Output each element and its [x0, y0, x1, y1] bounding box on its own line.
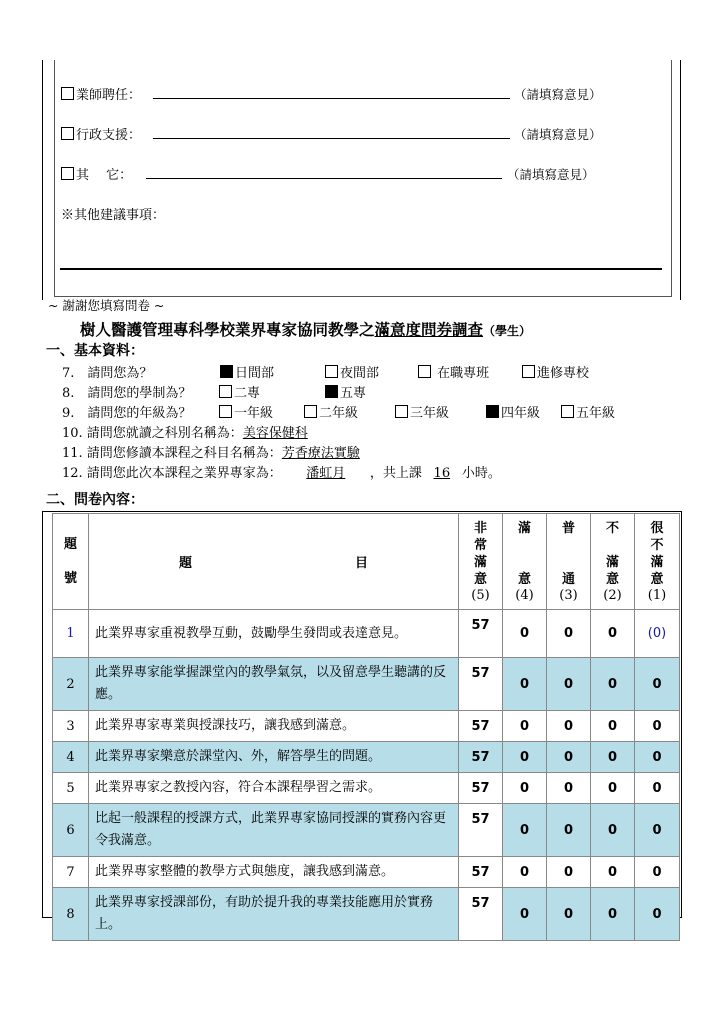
question-text: 此業界專家之教授內容，符合本課程學習之需求。 — [89, 773, 459, 804]
count-very-satisfied[interactable]: 57 — [459, 610, 503, 658]
question-text: 此業界專家整體的教學方式與態度，讓我感到滿意。 — [89, 857, 459, 888]
comment-item-other: 其 它： — [61, 164, 132, 183]
comment-input-admin[interactable] — [153, 138, 510, 139]
checkbox — [395, 405, 408, 418]
checkbox[interactable] — [61, 167, 74, 180]
q7-option[interactable]: 在職專班 — [418, 362, 489, 381]
comment-hint: （請填寫意見） — [507, 167, 595, 182]
checkbox[interactable] — [61, 127, 74, 140]
count-neutral[interactable]: 0 — [547, 742, 591, 773]
count-very-satisfied[interactable]: 57 — [459, 742, 503, 773]
count-dissatisfied[interactable]: 0 — [591, 888, 635, 941]
question-text: 此業界專家樂意於課堂內、外，解答學生的問題。 — [89, 742, 459, 773]
count-very-dissatisfied[interactable]: 0 — [635, 742, 680, 773]
count-neutral[interactable]: 0 — [547, 888, 591, 941]
table-row — [53, 610, 680, 658]
count-neutral[interactable]: 0 — [547, 610, 591, 658]
count-dissatisfied[interactable]: 0 — [591, 658, 635, 711]
q9-option[interactable]: 一年級 — [219, 402, 273, 421]
header-no: 題 號 — [53, 514, 89, 610]
checkbox-checked — [220, 365, 233, 378]
q9-option[interactable]: 二年級 — [304, 402, 358, 421]
q7-option[interactable]: 日間部 — [220, 362, 274, 381]
comment-input-other[interactable] — [146, 178, 502, 179]
comment-hint: （請填寫意見） — [514, 87, 602, 102]
count-satisfied[interactable]: 0 — [503, 888, 547, 941]
checkbox — [561, 405, 574, 418]
header-topic: 題 目 — [89, 514, 459, 610]
count-dissatisfied[interactable]: 0 — [591, 711, 635, 742]
checkbox — [219, 405, 232, 418]
question-text: 此業界專家能掌握課堂內的教學氣氛，以及留意學生聽講的反應。 — [89, 658, 459, 711]
count-dissatisfied[interactable]: 0 — [591, 773, 635, 804]
count-very-dissatisfied[interactable]: 0 — [635, 804, 680, 857]
count-dissatisfied[interactable]: 0 — [591, 610, 635, 658]
comment-item-admin: 行政支援： — [61, 124, 141, 143]
q12-row: 12. 請問您此次本課程之業界專家為： 潘虹月 ，共上課 16 小時。 — [62, 462, 501, 481]
row-number: 3 — [53, 711, 89, 742]
count-satisfied[interactable]: 0 — [503, 711, 547, 742]
count-very-dissatisfied[interactable]: 0 — [635, 773, 680, 804]
q9-option[interactable]: 五年級 — [561, 402, 615, 421]
q11-row: 11. 請問您修讀本課程之科目名稱為：芳香療法實驗 — [62, 446, 360, 461]
row-number: 6 — [53, 804, 89, 857]
page-border-left — [42, 60, 43, 300]
q7-label: 7. 請問您為？ — [62, 366, 153, 381]
header-col-5: 非 常 滿 意 (5) — [459, 514, 503, 610]
count-very-dissatisfied[interactable]: (0) — [635, 610, 680, 658]
table-row — [53, 711, 680, 742]
checkbox — [522, 365, 535, 378]
q12-expert[interactable]: 潘虹月 — [306, 466, 346, 481]
q8-label: 8. 請問您的學制為？ — [62, 386, 192, 401]
table-row — [53, 888, 680, 941]
count-very-satisfied[interactable]: 57 — [459, 773, 503, 804]
table-row — [53, 804, 680, 857]
count-satisfied[interactable]: 0 — [503, 742, 547, 773]
count-very-dissatisfied[interactable]: 0 — [635, 711, 680, 742]
q10-row: 10. 請問您就讀之科別名稱為：美容保健科 — [62, 426, 308, 441]
q10-value[interactable]: 美容保健科 — [242, 426, 308, 441]
survey-table — [52, 513, 680, 941]
question-text: 此業界專家授課部份，有助於提升我的專業技能應用於實務上。 — [89, 888, 459, 941]
row-number: 2 — [53, 658, 89, 711]
count-neutral[interactable]: 0 — [547, 711, 591, 742]
checkbox — [325, 365, 338, 378]
row-number: 7 — [53, 857, 89, 888]
count-very-satisfied[interactable]: 57 — [459, 658, 503, 711]
count-very-satisfied[interactable]: 57 — [459, 804, 503, 857]
row-number: 4 — [53, 742, 89, 773]
checkbox-checked — [486, 405, 499, 418]
other-suggestions-input[interactable] — [60, 268, 662, 270]
checkbox — [304, 405, 317, 418]
count-very-satisfied[interactable]: 57 — [459, 888, 503, 941]
table-row — [53, 773, 680, 804]
table-row — [53, 658, 680, 711]
q8-option[interactable]: 二專 — [219, 382, 260, 401]
count-satisfied[interactable]: 0 — [503, 773, 547, 804]
table-row — [53, 742, 680, 773]
section-heading-questionnaire: 二、問卷內容： — [46, 492, 144, 508]
row-number: 1 — [53, 610, 89, 658]
header-col-1: 很 不 滿 意 (1) — [635, 514, 680, 610]
count-very-dissatisfied[interactable]: 0 — [635, 658, 680, 711]
count-neutral[interactable]: 0 — [547, 804, 591, 857]
q7-option[interactable]: 進修專校 — [522, 362, 589, 381]
checkbox — [219, 385, 232, 398]
comment-hint: （請填寫意見） — [514, 127, 602, 142]
page-title: 樹人醫護管理專科學校業界專家協同教學之滿意度問券調查（學生） — [80, 320, 532, 339]
count-very-dissatisfied[interactable]: 0 — [635, 888, 680, 941]
row-number: 5 — [53, 773, 89, 804]
q7-option[interactable]: 夜間部 — [325, 362, 379, 381]
table-row — [53, 857, 680, 888]
header-col-2: 不 滿 意 (2) — [591, 514, 635, 610]
q8-option[interactable]: 五專 — [325, 382, 366, 401]
section-heading-basic: 一、基本資料： — [46, 343, 144, 359]
header-col-3: 普 通 (3) — [547, 514, 591, 610]
count-neutral[interactable]: 0 — [547, 658, 591, 711]
count-neutral[interactable]: 0 — [547, 773, 591, 804]
question-text: 此業界專家重視教學互動，鼓勵學生發問或表達意見。 — [89, 610, 459, 658]
count-very-dissatisfied[interactable]: 0 — [635, 857, 680, 888]
q9-label: 9. 請問您的年級為？ — [62, 406, 192, 421]
count-satisfied[interactable]: 0 — [503, 658, 547, 711]
comment-item-teacher: 業師聘任： — [61, 84, 141, 103]
count-very-satisfied[interactable]: 57 — [459, 711, 503, 742]
count-satisfied[interactable]: 0 — [503, 857, 547, 888]
q9-option[interactable]: 三年級 — [395, 402, 449, 421]
row-number: 8 — [53, 888, 89, 941]
count-satisfied[interactable]: 0 — [503, 610, 547, 658]
thanks-text: ~ 謝謝您填寫問卷 ~ — [48, 298, 165, 313]
survey-header-row — [53, 514, 680, 610]
count-very-satisfied[interactable]: 57 — [459, 857, 503, 888]
count-dissatisfied[interactable]: 0 — [591, 857, 635, 888]
question-text: 此業界專家專業與授課技巧，讓我感到滿意。 — [89, 711, 459, 742]
checkbox — [418, 365, 431, 378]
count-satisfied[interactable]: 0 — [503, 804, 547, 857]
comment-input-teacher[interactable] — [153, 98, 510, 99]
count-neutral[interactable]: 0 — [547, 857, 591, 888]
other-suggestions-label: ※其他建議事項： — [61, 208, 166, 223]
checkbox-checked — [325, 385, 338, 398]
checkbox[interactable] — [61, 87, 74, 100]
q12-hours[interactable]: 16 — [433, 466, 451, 481]
header-col-4: 滿 意 (4) — [503, 514, 547, 610]
question-text: 比起一般課程的授課方式，此業界專家協同授課的實務內容更令我滿意。 — [89, 804, 459, 857]
q11-value[interactable]: 芳香療法實驗 — [281, 446, 360, 461]
count-dissatisfied[interactable]: 0 — [591, 804, 635, 857]
count-dissatisfied[interactable]: 0 — [591, 742, 635, 773]
q9-option[interactable]: 四年級 — [486, 402, 540, 421]
page-border-right — [680, 60, 681, 300]
